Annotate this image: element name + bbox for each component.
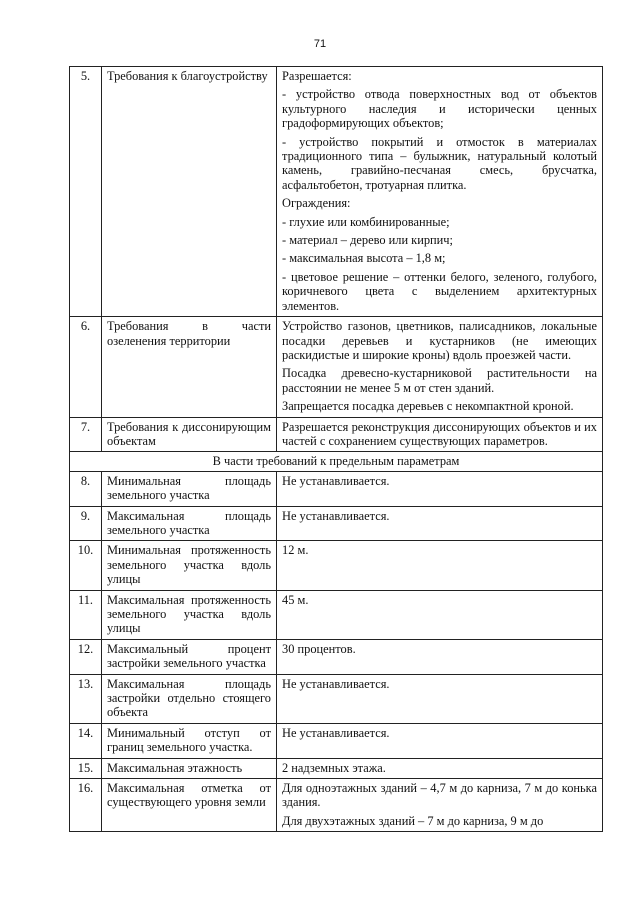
requirement-description: [277, 639, 603, 674]
requirement-description: [277, 506, 603, 541]
description-paragraph: 2 надземных этажа.: [282, 760, 386, 775]
requirement-name: Минимальная площадь земельного участка: [102, 471, 277, 506]
row-number: 15.: [70, 758, 102, 778]
requirement-description: [277, 779, 603, 832]
requirement-description: [277, 417, 603, 452]
description-paragraph: - материал – дерево или кирпич;: [282, 233, 453, 248]
row-number: 12.: [70, 639, 102, 674]
requirement-description: [277, 674, 603, 723]
description-paragraph: Не устанавливается.: [282, 676, 390, 691]
table-row: [70, 471, 603, 506]
section-row: [70, 452, 603, 471]
description-paragraph: Посадка древесно-кустарниковой растительности на расстоянии не менее 5 м от стен зданий.: [282, 366, 597, 395]
requirement-description: [277, 317, 603, 417]
row-number: 8.: [70, 471, 102, 506]
description-paragraph: 30 процентов.: [282, 641, 356, 656]
description-paragraph: 45 м.: [282, 592, 309, 607]
table-row: [70, 317, 603, 417]
row-number: 13.: [70, 674, 102, 723]
row-number: 9.: [70, 506, 102, 541]
row-number: 14.: [70, 723, 102, 758]
table-row: [70, 417, 603, 452]
description-paragraph: 12 м.: [282, 543, 309, 558]
description-paragraph: - максимальная высота – 1,8 м;: [282, 251, 446, 266]
row-number: 16.: [70, 779, 102, 832]
description-paragraph: Запрещается посадка деревьев с некомпактной кроной.: [282, 399, 574, 414]
table-row: [70, 758, 603, 778]
description-paragraph: - устройство покрытий и отмосток в материалах традиционного типа – булыжник, натуральный колотый камень, гравийно-песчаная смесь, брусчатка, асфальтобетон, тротуарная плитка.: [282, 134, 597, 192]
requirement-description: [277, 723, 603, 758]
row-number: 5.: [70, 67, 102, 317]
row-number: 10.: [70, 541, 102, 590]
table-row: [70, 674, 603, 723]
description-paragraph: - устройство отвода поверхностных вод от объектов культурного наследия и исторически ценных градоформирующих объектов;: [282, 87, 597, 131]
requirement-name: Максимальная отметка от существующего уровня земли: [102, 779, 277, 832]
description-paragraph: Разрешается:: [282, 69, 352, 83]
requirements-table: [69, 66, 603, 832]
requirement-name: Максимальная этажность: [102, 758, 277, 778]
description-paragraph: Разрешается реконструкция диссонирующих объектов и их частей с сохранением существующих параметров.: [282, 419, 597, 448]
row-number: 11.: [70, 590, 102, 639]
section-title: В части требований к предельным параметрам: [70, 452, 603, 471]
table-row: [70, 506, 603, 541]
description-paragraph: Для одноэтажных зданий – 4,7 м до карниза, 7 м до конька здания.: [282, 781, 597, 810]
requirement-name: Требования в части озеленения территории: [102, 317, 277, 417]
requirement-name: Максимальная площадь застройки отдельно стоящего объекта: [102, 674, 277, 723]
description-paragraph: Не устанавливается.: [282, 508, 390, 523]
requirement-description: [277, 590, 603, 639]
description-paragraph: - глухие или комбинированные;: [282, 214, 450, 229]
table-row: [70, 541, 603, 590]
table-row: [70, 639, 603, 674]
requirement-name: Максимальный процент застройки земельного участка: [102, 639, 277, 674]
requirement-name: Требования к благоустройству: [102, 67, 277, 317]
description-paragraph: Не устанавливается.: [282, 473, 390, 488]
table-row: [70, 590, 603, 639]
description-paragraph: Не устанавливается.: [282, 725, 390, 740]
requirement-name: Минимальный отступ от границ земельного участка.: [102, 723, 277, 758]
table-row: [70, 67, 603, 317]
requirement-description: [277, 67, 603, 317]
requirement-name: Максимальная площадь земельного участка: [102, 506, 277, 541]
table-row: [70, 723, 603, 758]
requirement-name: Максимальная протяженность земельного участка вдоль улицы: [102, 590, 277, 639]
requirement-name: Минимальная протяженность земельного участка вдоль улицы: [102, 541, 277, 590]
requirement-description: [277, 471, 603, 506]
table-row: [70, 779, 603, 832]
page-number: 71: [313, 38, 327, 50]
row-number: 7.: [70, 417, 102, 452]
description-paragraph: Ограждения:: [282, 196, 351, 211]
requirement-description: [277, 758, 603, 778]
description-paragraph: Устройство газонов, цветников, палисадников, локальные посадки деревьев и кустарников (не имеющих раскидистые и широкие кроны) вдоль проезжей части.: [282, 319, 597, 362]
description-paragraph: Для двухэтажных зданий – 7 м до карниза, 9 м до: [282, 813, 544, 828]
requirement-name: Требования к диссонирующим объектам: [102, 417, 277, 452]
requirement-description: [277, 541, 603, 590]
description-paragraph: - цветовое решение – оттенки белого, зеленого, голубого, коричневого цвета с выделением архитектурных элементов.: [282, 269, 597, 313]
row-number: 6.: [70, 317, 102, 417]
